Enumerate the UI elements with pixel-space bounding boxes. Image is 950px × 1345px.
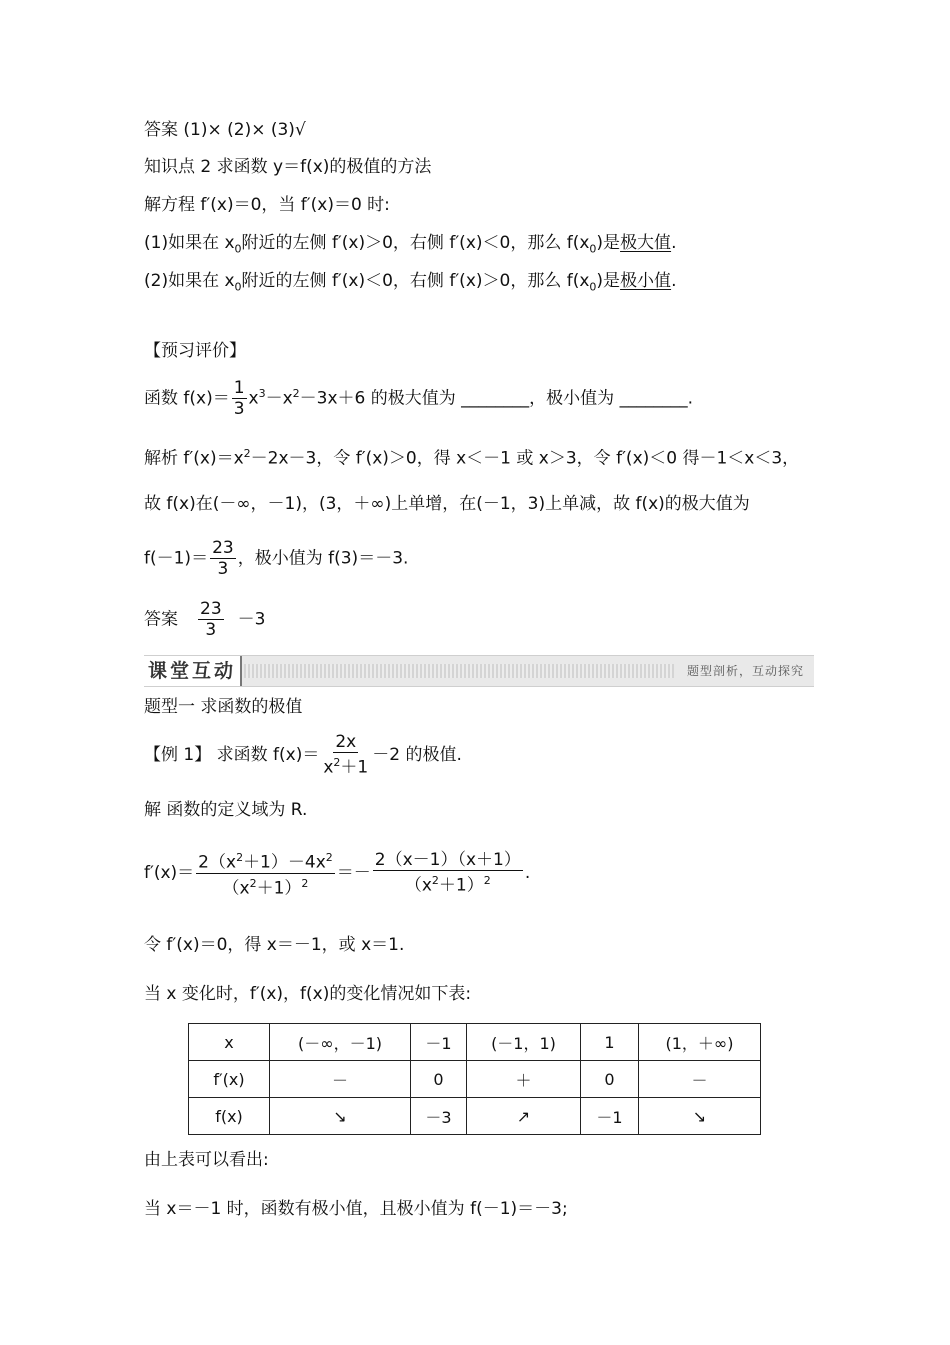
blank-maximum: 极大值 (620, 233, 672, 253)
table-cell: － (270, 1061, 411, 1098)
analysis-line-2: 故 f(x)在(－∞，－1)，(3，＋∞)上单增，在(－1，3)上单减，故 f(x)的极大值为 (144, 494, 750, 514)
table-cell: －3 (411, 1098, 467, 1135)
example-1: 【例 1】 求函数 f(x)＝ $\frac{2x}{x^2+1}$ －2 的极值. (144, 732, 462, 778)
table-cell: (－∞，－1) (270, 1024, 411, 1061)
banner-subtitle: 题型剖析，互动探究 (686, 664, 804, 678)
table-cell: － (639, 1061, 761, 1098)
table-cell: ↗ (467, 1098, 581, 1135)
table-row-x (189, 1024, 761, 1061)
solve-equation-line: 解方程 f′(x)＝0，当 f′(x)＝0 时: (144, 195, 390, 215)
minimum-conclusion-line: 当 x＝－1 时，函数有极小值，且极小值为 f(－1)＝－3; (144, 1199, 568, 1219)
table-cell: ↘ (639, 1098, 761, 1135)
table-cell: (1，＋∞) (639, 1024, 761, 1061)
blank-minimum: 极小值 (620, 271, 672, 291)
table-cell: 0 (581, 1061, 639, 1098)
question-type-1: 题型一 求函数的极值 (144, 697, 303, 717)
table-cell: (－1，1) (467, 1024, 581, 1061)
table-conclusion-line: 由上表可以看出: (144, 1150, 269, 1170)
table-cell: f′(x) (189, 1061, 270, 1098)
table-intro-line: 当 x 变化时，f′(x)，f(x)的变化情况如下表: (144, 984, 472, 1004)
analysis-line-3: f(－1)＝ $\frac{23}{3}$ ，极小值为 f(3)＝－3. (144, 538, 409, 579)
derivative-line: f′(x)＝ $\frac{2(x^2+1)-4x^2}{(x^2+1)^2}$ ＝－ $\frac{2(x-1)(x+1)}{(x^2+1)^2}$ . (144, 848, 530, 898)
answer-line-1: 答案 (1)× (2)× (3)√ (144, 120, 306, 140)
variation-table (188, 1023, 761, 1135)
fraction-one-third: $\frac{1}{3}$ (233, 378, 245, 419)
answer-line-2: 答案 $\frac{23}{3}$ －3 (144, 599, 266, 640)
derivative-fraction-2: $\frac{2(x-1)(x+1)}{(x^2+1)^2}$ (374, 850, 521, 896)
table-cell: －1 (581, 1098, 639, 1135)
table-cell: －1 (411, 1024, 467, 1061)
case-minimum: (2)如果在 $x_0$附近的左侧 f′(x)＜0，右侧 f′(x)＞0，那么 $f(x_0)$是极小值. (144, 271, 677, 294)
table-row-f (189, 1098, 761, 1135)
analysis-line-1: 解析 $f'(x)=x^2-2x-3$，令 f′(x)＞0，得 x＜－1 或 x＞3，令 f′(x)＜0 得－1＜x＜3， (144, 447, 800, 469)
example-fraction: $\frac{2x}{x^2+1}$ (323, 732, 369, 778)
preview-question: 函数 f(x)＝ $\frac{1}{3}$ $x^3-x^2-3x+6$ 的极大值为 ________，极小值为 ________. (144, 378, 693, 419)
solution-line: 解 函数的定义域为 R. (144, 800, 308, 820)
preview-heading: 【预习评价】 (144, 341, 246, 361)
table-cell: ↘ (270, 1098, 411, 1135)
table-cell: f(x) (189, 1098, 270, 1135)
banner-stripe (244, 664, 674, 678)
banner-title: 课堂互动 (144, 656, 242, 686)
table-row-fprime (189, 1061, 761, 1098)
table-cell: 1 (581, 1024, 639, 1061)
case-maximum: (1)如果在 $x_0$附近的左侧 f′(x)＞0，右侧 f′(x)＜0，那么 $f(x_0)$是极大值. (144, 233, 677, 256)
table-cell: 0 (411, 1061, 467, 1098)
table-cell: ＋ (467, 1061, 581, 1098)
knowledge-point-2: 知识点 2 求函数 y＝f(x)的极值的方法 (144, 157, 432, 177)
table-cell: x (189, 1024, 270, 1061)
section-banner (144, 655, 814, 687)
fraction-23-3: $\frac{23}{3}$ (212, 538, 234, 579)
set-zero-line: 令 f′(x)＝0，得 x＝－1，或 x＝1. (144, 935, 405, 955)
derivative-fraction-1: $\frac{2(x^2+1)-4x^2}{(x^2+1)^2}$ (196, 848, 335, 898)
answer-fraction: $\frac{23}{3}$ (200, 599, 222, 640)
